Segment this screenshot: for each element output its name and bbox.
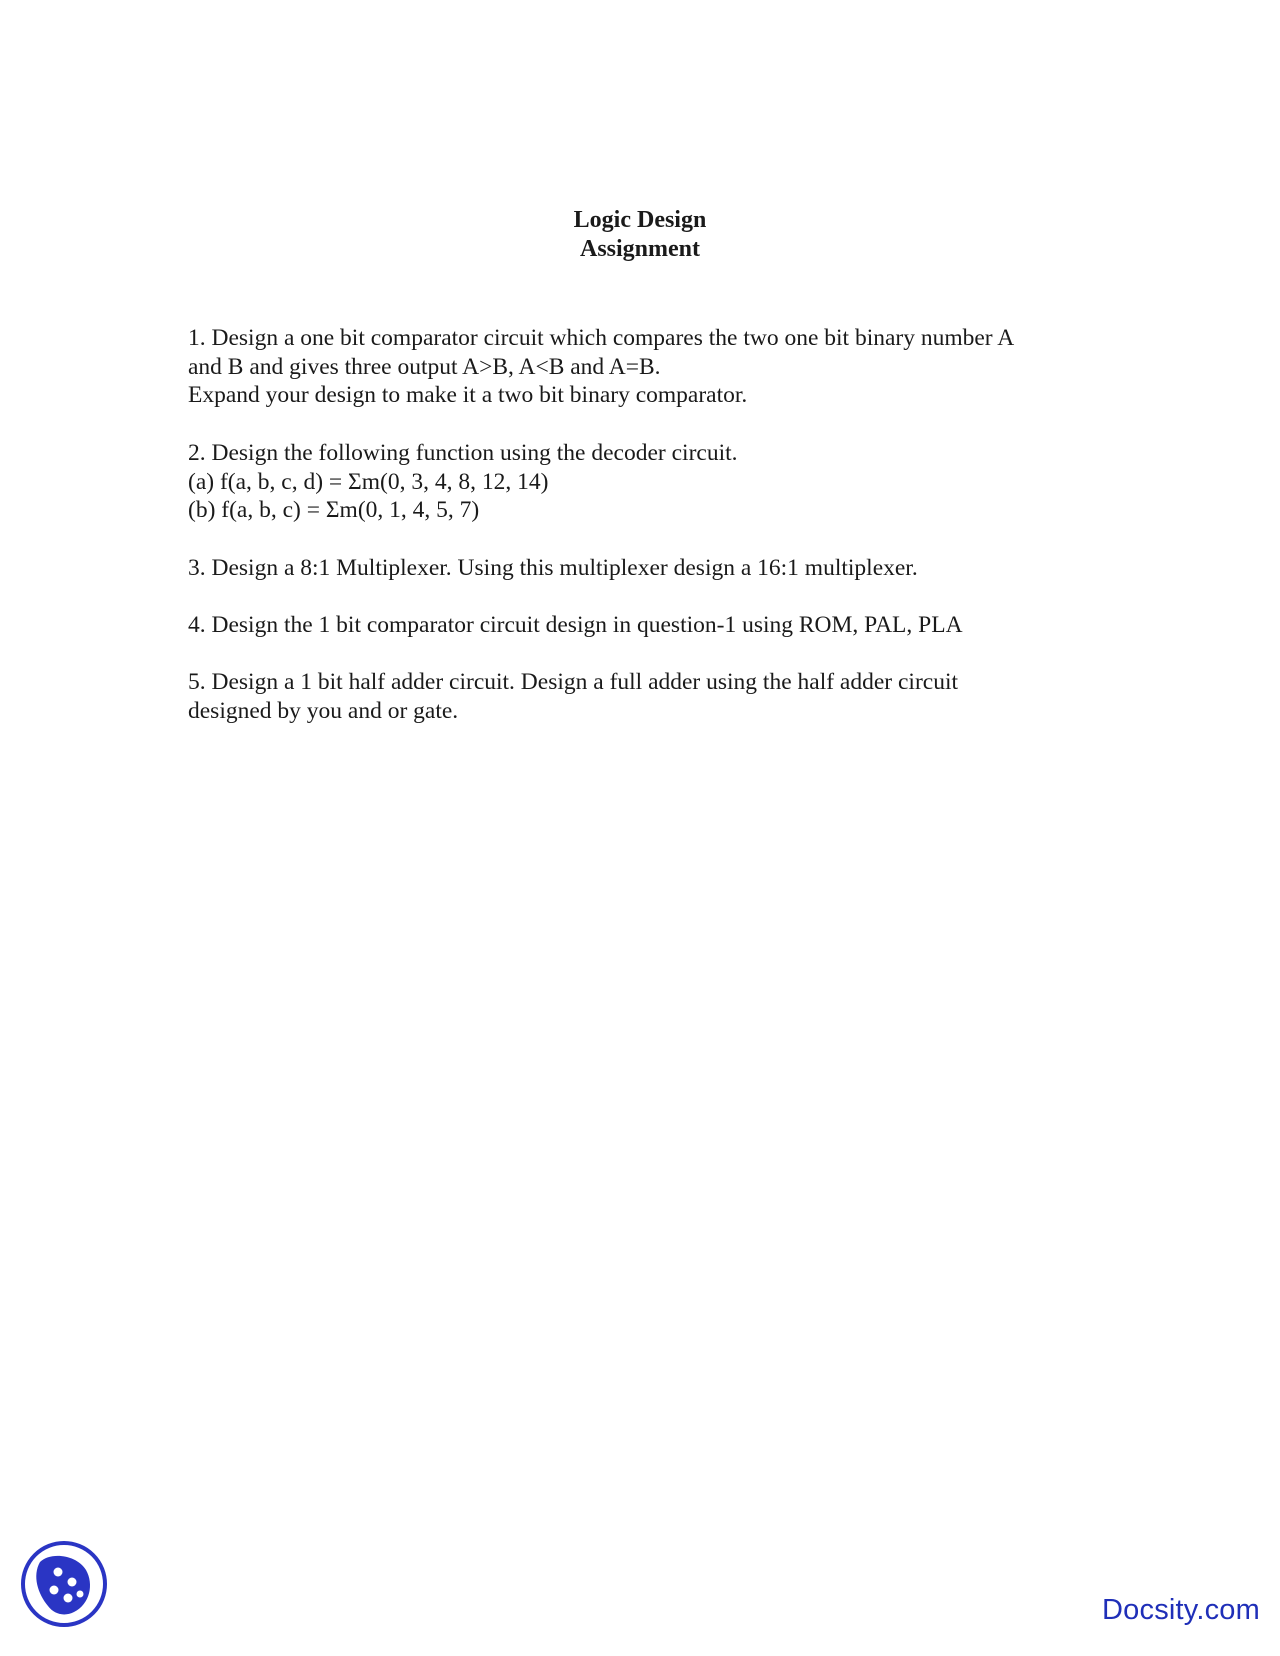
question-line: (b) f(a, b, c) = Σm(0, 1, 4, 5, 7) [188, 497, 480, 524]
question-line: Expand your design to make it a two bit binary comparator. [188, 382, 748, 409]
question-line: 5. Design a 1 bit half adder circuit. Design a full adder using the half adder circuit [188, 669, 959, 696]
document-title [0, 206, 1280, 264]
question-line: (a) f(a, b, c, d) = Σm(0, 3, 4, 8, 12, 14) [188, 468, 549, 495]
title-line-1: Logic Design [573, 207, 707, 233]
docsity-logo-icon[interactable] [20, 1540, 108, 1628]
title-line-2: Assignment [579, 236, 700, 262]
question-line: 1. Design a one bit comparator circuit which compares the two one bit binary number A [188, 325, 1015, 351]
question-4 [188, 611, 1088, 640]
question-3 [188, 554, 1088, 583]
question-line: and B and gives three output A>B, A<B and A=B. [188, 353, 661, 380]
question-list [188, 324, 1088, 754]
question-2 [188, 439, 1088, 525]
question-1 [188, 324, 1088, 410]
question-5 [188, 668, 1088, 725]
docsity-brand-link[interactable]: Docsity.com [1102, 1594, 1260, 1626]
question-line: 4. Design the 1 bit comparator circuit design in question-1 using ROM, PAL, PLA [188, 611, 963, 638]
question-line: designed by you and or gate. [188, 698, 459, 725]
question-line: 3. Design a 8:1 Multiplexer. Using this multiplexer design a 16:1 multiplexer. [188, 554, 918, 581]
question-line: 2. Design the following function using the decoder circuit. [188, 439, 738, 466]
docsity-logo-icon-svg [20, 1540, 108, 1628]
